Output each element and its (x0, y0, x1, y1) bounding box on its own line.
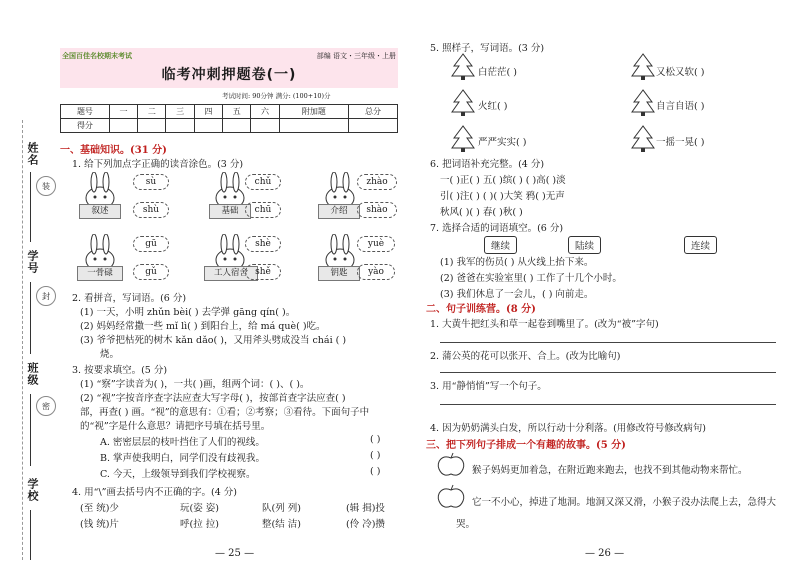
question-5-item: 白茫茫( ) (478, 67, 517, 78)
question-4-item[interactable]: 玩(姿 姿) (180, 503, 219, 514)
word-choice-连续[interactable]: 连续 (684, 236, 717, 254)
question-4-item[interactable]: (辑 揖)投 (346, 503, 385, 514)
score-table (60, 104, 398, 133)
question-4-item[interactable]: 队(列 列) (262, 503, 301, 514)
word-choice-继续[interactable]: 继续 (484, 236, 517, 254)
question-5-item: 严严实实( ) (478, 137, 527, 148)
apple-icon[interactable] (434, 452, 468, 478)
score-cell[interactable] (349, 119, 398, 133)
word-box: 基础 (209, 204, 251, 219)
binding-hole-3: 密 (36, 396, 56, 416)
pinyin-option[interactable]: zhào (357, 174, 397, 190)
word-box: 叙述 (79, 204, 121, 219)
exam-meta: 考试时间: 90分钟 满分: (100+10)分 (222, 92, 331, 100)
question-7: 7. 选择合适的词语填空。(6 分) (430, 223, 564, 234)
tree-icon (448, 124, 478, 152)
edition-label: 部编 语文・三年级・上册 (316, 52, 396, 60)
pinyin-option[interactable]: yuè (357, 236, 395, 252)
score-cell[interactable] (138, 119, 166, 133)
question-6: 6. 把词语补充完整。(4 分) (430, 159, 545, 170)
question-7-line: (2) 爸爸在实验室里( ) 工作了十几个小时。 (440, 273, 622, 284)
question-1: 1. 给下列加点字正确的读音涂色。(3 分) (72, 159, 244, 170)
score-header-cell: 题号 (61, 105, 110, 119)
question-7-line: (1) 我军的伤员( ) 从火线上抬下来。 (440, 257, 594, 268)
tree-icon (628, 52, 658, 80)
question-6-line: 引( )注( ) ( )( )大笑 鸦( )无声 (440, 191, 565, 202)
word-choice-陆续[interactable]: 陆续 (568, 236, 601, 254)
question-5-item: 又松又软( ) (656, 67, 705, 78)
word-box: 介绍 (318, 204, 360, 219)
question-3-line: (2) “视”字按音序查字法应查大写字母( )，按部首查字法应查( ) (80, 393, 346, 404)
binding-hole-2: 封 (36, 286, 56, 306)
apple-icon[interactable] (434, 484, 468, 510)
tree-icon (448, 88, 478, 116)
answer-line[interactable] (440, 372, 776, 373)
score-cell[interactable] (166, 119, 194, 133)
section-1-heading: 一、基础知识。(31 分) (60, 145, 167, 156)
answer-line[interactable] (440, 342, 776, 343)
question-4-item[interactable]: 呼(拉 拉) (180, 519, 219, 530)
sentence-question-3: 3. 用“静悄悄”写一个句子。 (430, 381, 547, 392)
score-header-cell: 六 (251, 105, 279, 119)
school-label: 学校 (26, 478, 39, 502)
question-3-line: 的“视”字是什么意思？请把序号填在括号里。 (80, 421, 271, 432)
question-4: 4. 用“\”画去括号内不正确的字。(4 分) (72, 487, 237, 498)
score-table-score-row (61, 119, 398, 133)
question-3-line: 部，再查( ) 画。“视”的意思有：①看；②考察；③看待。下面句子中 (80, 407, 370, 418)
answer-bracket[interactable]: ( ) (370, 434, 381, 445)
pinyin-option[interactable]: shù (133, 202, 169, 218)
name-line (30, 172, 31, 242)
score-header-cell: 四 (194, 105, 222, 119)
binding-dashed-line (22, 120, 23, 560)
score-cell[interactable] (279, 119, 348, 133)
pinyin-option[interactable]: gǔ (133, 264, 169, 280)
word-box: 钥匙 (318, 266, 360, 281)
student-id-label: 学号 (26, 250, 39, 274)
score-header-cell: 附加题 (279, 105, 348, 119)
page-number-left: — 25 — (215, 548, 255, 559)
answer-line[interactable] (440, 404, 776, 405)
pinyin-option[interactable]: gū (133, 236, 169, 252)
story-sentence-continued: 哭。 (456, 519, 476, 530)
score-header-cell: 五 (223, 105, 251, 119)
student-id-line (30, 282, 31, 354)
school-line (30, 510, 31, 560)
class-line (30, 394, 31, 466)
score-cell[interactable] (251, 119, 279, 133)
page-title: 临考冲刺押题卷(一) (161, 67, 297, 83)
score-cell[interactable] (194, 119, 222, 133)
score-cell[interactable] (223, 119, 251, 133)
question-2: 2. 看拼音，写词语。(6 分) (72, 293, 187, 304)
score-table-header-row (61, 105, 398, 119)
question-4-item[interactable]: (至 统)少 (80, 503, 119, 514)
question-6-line: 一( )正( ) 五( )缤( ) ( )高( )淡 (440, 175, 566, 186)
sentence-question-4: 4. 因为奶奶满头白发，所以行动十分利落。(用修改符号修改病句) (430, 423, 706, 434)
question-4-item[interactable]: 整(结 洁) (262, 519, 301, 530)
pinyin-option[interactable]: chū (245, 202, 281, 218)
question-6-line: 秋风( )( ) 春( )秋( ) (440, 207, 523, 218)
question-3-option: C. 今天，上级领导到我们学校视察。 (100, 469, 256, 480)
story-sentence: 猴子妈妈更加着急，在附近跑来跑去，也找不到其他动物来帮忙。 (472, 465, 748, 476)
binding-hole-1: 装 (36, 176, 56, 196)
answer-bracket[interactable]: ( ) (370, 466, 381, 477)
question-2-line: 烧。 (100, 349, 120, 360)
exam-series-label: 全国百佳名校期末考试 (62, 51, 132, 60)
sentence-question-1: 1. 大黄牛把红头和草一起卷到嘴里了。(改为“被”字句) (430, 319, 659, 330)
pinyin-option[interactable]: sù (133, 174, 169, 190)
pinyin-option[interactable]: shě (245, 264, 281, 280)
question-2-line: (2) 妈妈经常撒一些 mǐ lì( ) 到阳台上，给 má què( )吃。 (80, 321, 326, 332)
question-2-line: (1) 一天，小明 zhǔn bèi( ) 去学弹 gāng qín( )。 (80, 307, 296, 318)
score-cell[interactable] (109, 119, 137, 133)
question-2-line: (3) 爷爷把枯死的树木 kǎn dǎo( )，又用斧头劈成没当 chái ( ) (80, 335, 347, 346)
tree-icon (628, 88, 658, 116)
pinyin-option[interactable]: shè (245, 236, 281, 252)
answer-bracket[interactable]: ( ) (370, 450, 381, 461)
pinyin-option[interactable]: shào (357, 202, 397, 218)
section-2-heading: 二、句子训练营。(8 分) (426, 304, 536, 315)
class-label: 班级 (26, 362, 39, 386)
sentence-question-2: 2. 蒲公英的花可以张开、合上。(改为比喻句) (430, 351, 621, 362)
question-5-item: 火红( ) (478, 101, 508, 112)
question-4-item[interactable]: (伶 冷)攒 (346, 519, 385, 530)
story-sentence: 它一不小心，掉进了地洞。地洞又深又滑，小猴子没办法爬上去，急得大 (472, 497, 777, 508)
section-3-heading: 三、把下列句子排成一个有趣的故事。(5 分) (426, 440, 626, 451)
pinyin-option[interactable]: chǔ (245, 174, 281, 190)
question-4-item[interactable]: (钱 统)片 (80, 519, 119, 530)
word-box: 一骨碌 (77, 266, 123, 281)
question-5-item: 自言自语( ) (656, 101, 705, 112)
question-3-option: B. 掌声使我明白，同学们没有歧视我。 (100, 453, 266, 464)
question-5-item: 一摇一晃( ) (656, 137, 705, 148)
score-header-cell: 一 (109, 105, 137, 119)
score-header-cell: 总分 (349, 105, 398, 119)
page-number-right: — 26 — (585, 548, 625, 559)
score-header-cell: 三 (166, 105, 194, 119)
tree-icon (448, 52, 478, 80)
question-7-line: (3) 我们休息了一会儿，( ) 向前走。 (440, 289, 594, 300)
question-3: 3. 按要求填空。(5 分) (72, 365, 168, 376)
word-box: 工人宿舍 (204, 266, 258, 281)
score-header-cell: 二 (138, 105, 166, 119)
name-label: 姓名 (26, 142, 39, 166)
question-3-line: (1) “察”字读音为( )，一共( )画，组两个词：( )、( )。 (80, 379, 310, 390)
question-5: 5. 照样子，写词语。(3 分) (430, 43, 545, 54)
tree-icon (628, 124, 658, 152)
score-row-label: 得分 (61, 119, 110, 133)
pinyin-option[interactable]: yào (357, 264, 395, 280)
question-3-option: A. 密密层层的枝叶挡住了人们的视线。 (100, 437, 265, 448)
